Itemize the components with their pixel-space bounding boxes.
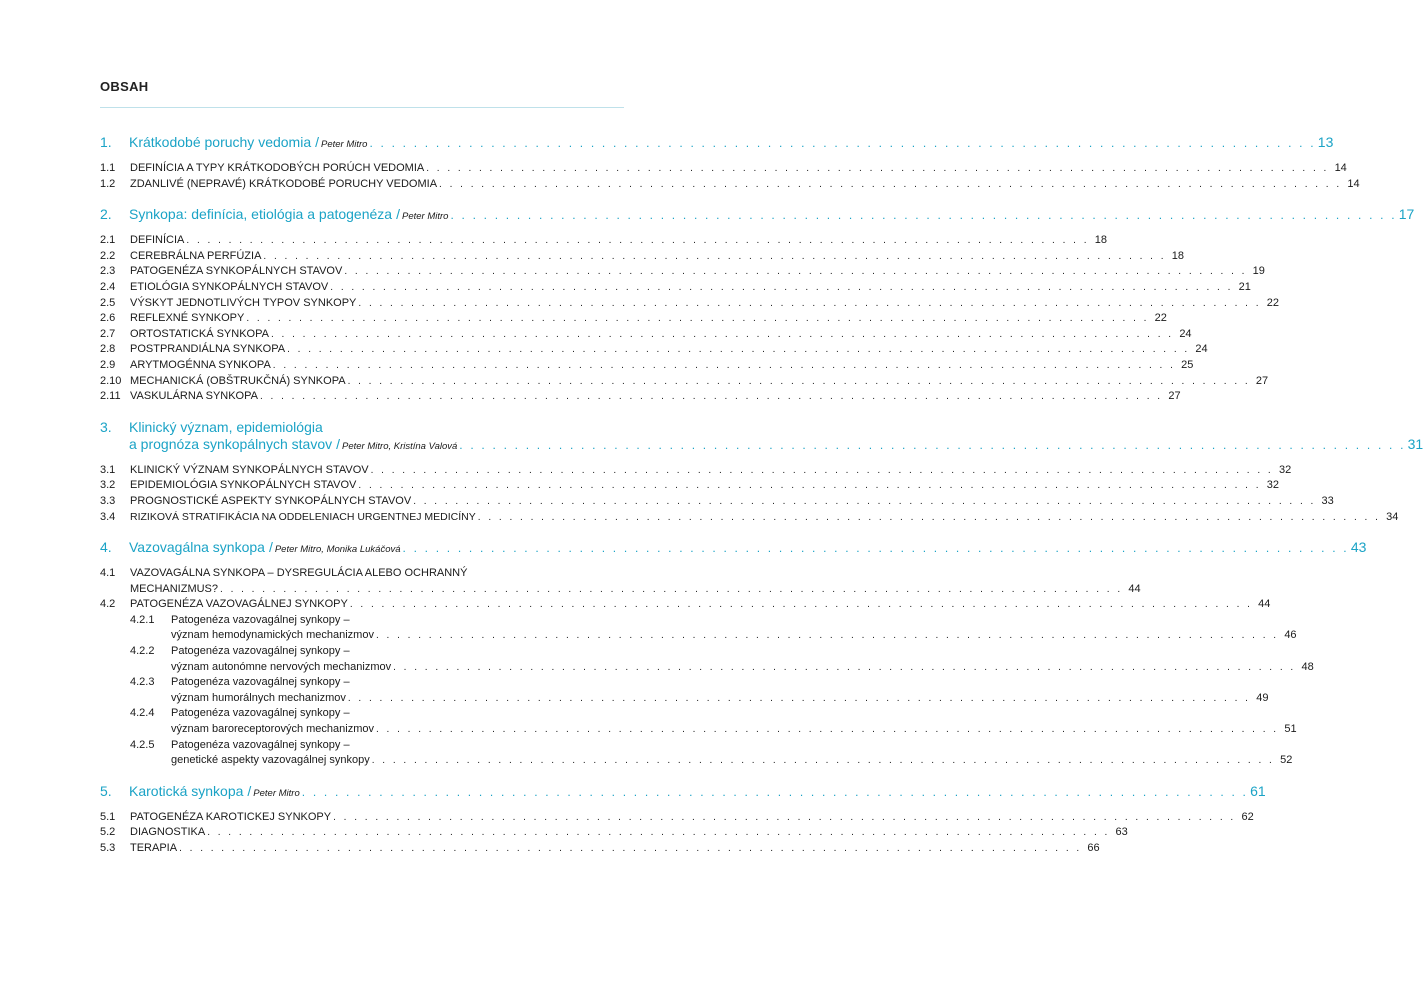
subsection-title-line-1: Patogenéza vazovagálnej synkopy – — [171, 707, 350, 720]
dot-leader — [302, 784, 1248, 801]
chapter-number: 5. — [100, 782, 112, 799]
dot-leader — [263, 249, 1166, 265]
section-list — [100, 463, 1399, 525]
section-page-number: 27 — [1255, 374, 1269, 387]
section-entry[interactable] — [100, 249, 1185, 265]
section-title: ARYTMOGÉNNA SYNKOPA — [130, 358, 271, 371]
chapter-1 — [100, 134, 1360, 192]
chapter-entry[interactable] — [100, 539, 1367, 558]
section-title: VASKULÁRNA SYNKOPA — [130, 390, 258, 403]
subsection-number: 4.2.5 — [130, 738, 155, 751]
section-page-number: 32 — [1266, 479, 1279, 492]
subsection-title-line-2: význam hemodynamických mechanizmov — [171, 629, 374, 642]
section-page-number: 18 — [1171, 249, 1185, 262]
dot-leader — [393, 660, 1296, 676]
section-entry[interactable] — [100, 161, 1347, 177]
section-list — [100, 566, 1314, 769]
dot-leader — [260, 389, 1163, 405]
section-number: 3.4 — [100, 510, 116, 523]
section-number: 2.6 — [100, 312, 116, 325]
section-title: CEREBRÁLNA PERFÚZIA — [130, 249, 262, 262]
table-of-contents — [100, 134, 1423, 867]
section-page-number: 21 — [1238, 280, 1251, 293]
section-number: 2.3 — [100, 265, 116, 278]
chapter-page-number: 31 — [1407, 435, 1423, 452]
section-entry[interactable] — [100, 374, 1269, 390]
subsection-page-number: 52 — [1280, 754, 1293, 767]
section-entry[interactable] — [100, 478, 1279, 494]
section-list — [100, 233, 1279, 405]
section-page-number: 33 — [1321, 494, 1334, 507]
section-number: 2.8 — [100, 343, 116, 356]
section-page-number: 27 — [1168, 390, 1181, 403]
dot-leader — [273, 358, 1176, 374]
section-page-number: 66 — [1087, 842, 1100, 854]
dot-leader — [179, 841, 1082, 857]
section-entry[interactable] — [100, 264, 1265, 280]
chapter-author: Peter Mitro, Kristína Valová — [342, 440, 458, 452]
chapter-page-number: 43 — [1350, 539, 1367, 556]
dot-leader — [330, 280, 1233, 296]
section-page-number: 22 — [1154, 312, 1167, 325]
section-number: 1.1 — [100, 162, 116, 174]
subsection-number: 4.2.2 — [130, 645, 155, 658]
chapter-page-number: 17 — [1398, 206, 1415, 223]
dot-leader — [287, 342, 1190, 358]
dot-leader — [450, 207, 1396, 224]
section-page-number: 32 — [1278, 463, 1292, 476]
subsection-title-line-1: Patogenéza vazovagálnej synkopy – — [171, 676, 350, 689]
subsection-entry[interactable] — [100, 613, 1297, 644]
dot-leader — [376, 628, 1279, 644]
dot-leader — [348, 691, 1251, 707]
section-number: 4.1 — [100, 567, 116, 580]
section-title: PATOGENÉZA SYNKOPÁLNYCH STAVOV — [130, 265, 343, 278]
chapter-number: 2. — [100, 206, 112, 223]
section-number: 2.5 — [100, 296, 116, 309]
subsection-page-number: 51 — [1284, 723, 1297, 736]
subsection-title-line-2: význam autonómne nervových mechanizmov — [171, 660, 392, 673]
section-entry[interactable] — [100, 463, 1292, 479]
subsection-page-number: 48 — [1301, 660, 1314, 673]
chapter-title: Krátkodobé poruchy vedomia — [129, 134, 312, 150]
subsection-entry[interactable] — [100, 738, 1293, 769]
section-entry[interactable] — [100, 358, 1194, 374]
section-entry[interactable] — [100, 389, 1181, 405]
dot-leader — [439, 177, 1342, 193]
chapter-author: Peter Mitro, Monika Lukáčová — [274, 544, 401, 556]
section-entry[interactable] — [100, 510, 1399, 526]
section-title: ORTOSTATICKÁ SYNKOPA — [130, 327, 269, 340]
chapter-number: 4. — [100, 539, 112, 556]
subsection-number: 4.2.4 — [130, 707, 155, 720]
subsection-title-line-1: Patogenéza vazovagálnej synkopy – — [171, 645, 350, 658]
subsection-title-line-2: genetické aspekty vazovagálnej synkopy — [171, 754, 370, 767]
dot-leader — [246, 311, 1149, 327]
subsection-title-line-2: význam baroreceptorových mechanizmov — [171, 723, 374, 736]
section-page-number: 24 — [1179, 327, 1192, 340]
section-number: 3.1 — [100, 463, 116, 476]
section-entry[interactable] — [100, 597, 1271, 613]
dot-leader — [220, 582, 1123, 598]
section-entry[interactable] — [100, 327, 1192, 343]
section-title: DIAGNOSTIKA — [130, 826, 206, 839]
section-page-number: 34 — [1386, 510, 1399, 523]
subsection-entry[interactable] — [100, 675, 1269, 706]
section-entry[interactable] — [100, 311, 1167, 327]
subsection-page-number: 46 — [1284, 629, 1297, 642]
section-title: DEFINÍCIA A TYPY KRÁTKODOBÝCH PORÚCH VEDOMIA — [130, 162, 425, 174]
section-title: RIZIKOVÁ STRATIFIKÁCIA NA ODDELENIACH URGENTNEJ MEDICÍNY — [130, 510, 476, 523]
section-entry[interactable] — [100, 296, 1279, 312]
chapter-entry[interactable] — [100, 134, 1334, 153]
section-entry[interactable] — [100, 342, 1208, 358]
chapter-4 — [100, 539, 1367, 769]
section-page-number: 44 — [1128, 582, 1141, 595]
section-number: 2.1 — [100, 234, 116, 247]
dot-leader — [350, 597, 1253, 613]
dot-leader — [413, 494, 1316, 510]
section-entry[interactable] — [100, 825, 1128, 841]
subsection-number: 4.2.1 — [130, 613, 155, 626]
chapter-5 — [100, 782, 1266, 857]
subsection-title-line-1: Patogenéza vazovagálnej synkopy – — [171, 738, 350, 751]
section-number: 2.2 — [100, 249, 116, 262]
chapter-title: Vazovagálna synkopa — [129, 539, 265, 556]
dot-leader — [358, 296, 1261, 312]
dot-leader — [403, 540, 1349, 557]
chapter-number: 1. — [100, 134, 112, 150]
dot-leader — [372, 753, 1275, 769]
section-title: PATOGENÉZA VAZOVAGÁLNEJ SYNKOPY — [130, 598, 348, 611]
section-number: 5.3 — [100, 842, 116, 854]
section-page-number: 25 — [1181, 358, 1194, 371]
chapter-title-line-2: a prognóza synkopálnych stavov — [129, 435, 333, 452]
chapter-author: Peter Mitro — [321, 139, 368, 150]
section-title: MECHANICKÁ (OBŠTRUKČNÁ) SYNKOPA — [130, 374, 346, 387]
section-title-line-1: VAZOVAGÁLNA SYNKOPA – DYSREGULÁCIA ALEBO OCHRANNÝ — [130, 567, 468, 580]
dot-leader — [271, 327, 1174, 343]
author-separator: / — [247, 782, 252, 799]
chapter-entry[interactable] — [100, 782, 1266, 802]
heading-divider — [100, 107, 624, 108]
section-title: ETIOLÓGIA SYNKOPÁLNYCH STAVOV — [130, 280, 329, 293]
chapter-author: Peter Mitro — [401, 211, 449, 223]
chapter-title-line-1: Klinický význam, epidemiológia — [129, 418, 323, 435]
section-list — [100, 161, 1360, 192]
dot-leader — [459, 437, 1405, 454]
section-number: 4.2 — [100, 598, 116, 611]
section-title: PROGNOSTICKÉ ASPEKTY SYNKOPÁLNYCH STAVOV — [130, 494, 412, 507]
section-number: 5.2 — [100, 826, 116, 839]
section-title: ZDANLIVÉ (NEPRAVÉ) KRÁTKODOBÉ PORUCHY VEDOMIA — [130, 177, 438, 190]
section-number: 5.1 — [100, 810, 116, 823]
section-entry[interactable] — [100, 280, 1251, 296]
chapter-3 — [100, 418, 1423, 525]
section-entry[interactable] — [100, 841, 1100, 857]
dot-leader — [348, 374, 1251, 390]
section-number: 2.7 — [100, 327, 116, 340]
dot-leader — [369, 135, 1315, 152]
section-title: EPIDEMIOLÓGIA SYNKOPÁLNYCH STAVOV — [130, 479, 357, 492]
subsection-page-number: 49 — [1256, 691, 1269, 704]
chapter-title: Karotická synkopa — [129, 782, 244, 799]
dot-leader — [426, 161, 1329, 177]
chapter-title: Synkopa: definícia, etiológia a patogenéza — [129, 206, 393, 223]
section-number: 2.4 — [100, 280, 116, 293]
chapter-page-number: 61 — [1250, 782, 1266, 799]
dot-leader — [207, 825, 1110, 841]
section-page-number: 18 — [1094, 234, 1107, 247]
section-page-number: 14 — [1347, 177, 1360, 190]
chapter-page-number: 13 — [1317, 134, 1334, 150]
author-separator: / — [315, 134, 319, 150]
section-page-number: 44 — [1258, 598, 1271, 611]
section-number: 2.9 — [100, 358, 116, 371]
author-separator: / — [336, 435, 341, 452]
section-number: 2.11 — [100, 390, 121, 403]
section-entry[interactable] — [100, 233, 1107, 249]
section-page-number: 24 — [1195, 343, 1208, 356]
section-page-number: 63 — [1115, 826, 1128, 839]
section-title: VÝSKYT JEDNOTLIVÝCH TYPOV SYNKOPY — [130, 296, 357, 309]
chapter-entry[interactable] — [100, 418, 1423, 455]
section-entry[interactable] — [100, 566, 1141, 597]
subsection-number: 4.2.3 — [130, 676, 155, 689]
section-page-number: 19 — [1252, 265, 1265, 278]
dot-leader — [376, 722, 1279, 738]
section-number: 3.3 — [100, 494, 116, 507]
section-title: POSTPRANDIÁLNA SYNKOPA — [130, 343, 286, 356]
section-number: 1.2 — [100, 177, 116, 190]
author-separator: / — [396, 206, 400, 223]
section-page-number: 22 — [1266, 296, 1279, 309]
subsection-title-line-2: význam humorálnych mechanizmov — [171, 691, 346, 704]
section-entry[interactable] — [100, 494, 1334, 510]
dot-leader — [358, 478, 1261, 494]
chapter-author: Peter Mitro — [253, 787, 300, 799]
section-page-number: 14 — [1334, 162, 1347, 174]
section-title: REFLEXNÉ SYNKOPY — [130, 312, 245, 325]
subsection-title-line-1: Patogenéza vazovagálnej synkopy – — [171, 613, 350, 626]
author-separator: / — [268, 539, 273, 556]
section-entry[interactable] — [100, 810, 1254, 826]
section-title: PATOGENÉZA KAROTICKEJ SYNKOPY — [130, 810, 332, 823]
toc-heading: OBSAH — [100, 79, 149, 94]
subsection-entry[interactable] — [100, 706, 1297, 737]
dot-leader — [186, 233, 1089, 249]
dot-leader — [371, 463, 1274, 479]
section-list — [100, 810, 1254, 857]
chapter-entry[interactable] — [100, 206, 1415, 225]
section-title: TERAPIA — [130, 842, 178, 854]
section-title: DEFINÍCIA — [130, 234, 185, 247]
chapter-2 — [100, 206, 1415, 405]
dot-leader — [344, 264, 1247, 280]
dot-leader — [478, 510, 1381, 526]
subsection-entry[interactable] — [100, 644, 1314, 675]
section-number: 2.10 — [100, 374, 122, 387]
section-title: KLINICKÝ VÝZNAM SYNKOPÁLNYCH STAVOV — [130, 463, 369, 476]
chapter-number: 3. — [100, 418, 112, 435]
section-page-number: 62 — [1241, 810, 1254, 823]
section-entry[interactable] — [100, 177, 1360, 193]
section-title-line-2: MECHANIZMUS? — [130, 582, 219, 595]
section-number: 3.2 — [100, 479, 116, 492]
dot-leader — [333, 810, 1236, 826]
